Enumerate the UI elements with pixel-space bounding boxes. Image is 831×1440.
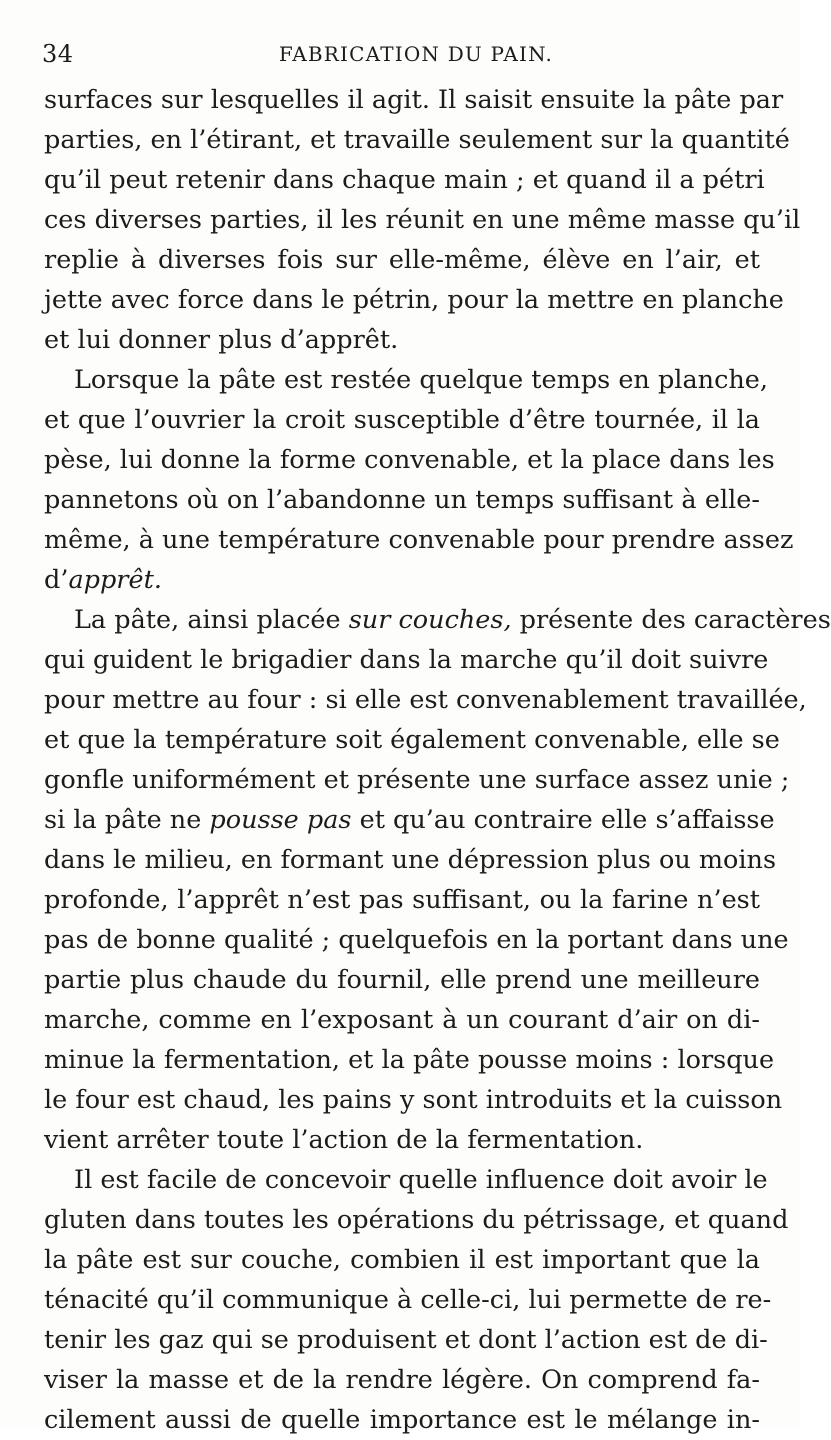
text-fragment: présente des caractères [511, 605, 831, 635]
text-line: gonfle uniformément et présente une surface assez unie ; [44, 765, 790, 795]
running-title: FABRICATION DU PAIN. [278, 42, 554, 66]
text-line: qu’il peut retenir dans chaque main ; et quand il a pétri [44, 165, 765, 195]
text-line: qui guident le brigadier dans la marche qu’il doit suivre [44, 645, 769, 675]
text-line: minue la fermentation, et la pâte pousse moins : lorsque [44, 1045, 775, 1075]
text-line: le four est chaud, les pains y sont introduits et la cuisson [44, 1085, 783, 1115]
italic-term: apprêt. [68, 565, 162, 595]
text-fragment: et qu’au contraire elle s’affaisse [351, 805, 775, 835]
text-line: pas de bonne qualité ; quelquefois en la portant dans une [44, 925, 789, 955]
text-line: dans le milieu, en formant une dépression plus ou moins [44, 845, 777, 875]
italic-term: pousse pas [209, 805, 352, 835]
text-line: et que l’ouvrier la croit susceptible d’être tournée, il la [44, 405, 760, 435]
text-line [44, 800, 775, 840]
text-fragment: d’ [44, 565, 69, 595]
text-fragment: si la pâte ne [44, 805, 210, 835]
text-line: gluten dans toutes les opérations du pétrissage, et quand [44, 1205, 789, 1235]
text-line: jette avec force dans le pétrin, pour la mettre en planche [44, 285, 784, 315]
text-line: profonde, l’apprêt n’est pas suffisant, ou la farine n’est [44, 885, 760, 915]
text-fragment: La pâte, ainsi placée [74, 605, 349, 635]
paragraph-3 [44, 600, 831, 1160]
text-line: partie plus chaude du fournil, elle prend une meilleure [44, 965, 760, 995]
text-line [44, 560, 760, 600]
text-line [44, 600, 831, 640]
text-line: ténacité qu’il communique à celle-ci, lui permette de re- [44, 1285, 772, 1315]
text-line: parties, en l’étirant, et travaille seulement sur la quantité [44, 125, 790, 155]
italic-term: sur couches, [348, 605, 512, 635]
text-line: pèse, lui donne la forme convenable, et la place dans les [44, 445, 775, 475]
text-line: pannetons où on l’abandonne un temps suffisant à elle- [44, 485, 760, 515]
text-line: et que la température soit également convenable, elle se [44, 725, 780, 755]
paragraph-1 [44, 80, 801, 360]
text-line: tenir les gaz qui se produisent et dont l’action est de di- [44, 1325, 768, 1355]
page-number: 34 [42, 40, 74, 68]
text-line: viser la masse et de la rendre légère. On comprend fa- [44, 1365, 760, 1395]
body-text [44, 80, 831, 1440]
text-line: vient arrêter toute l’action de la fermentation. [44, 1125, 644, 1155]
text-line: Il est facile de concevoir quelle influence doit avoir le [74, 1165, 768, 1195]
running-head [42, 36, 760, 76]
text-line: surfaces sur lesquelles il agit. Il saisit ensuite la pâte par [44, 85, 784, 115]
text-line: replie à diverses fois sur elle-même, élève en l’air, et [44, 245, 760, 275]
text-line: cilement aussi de quelle importance est le mélange in- [44, 1405, 760, 1435]
text-line: marche, comme en l’exposant à un courant d’air on di- [44, 1005, 760, 1035]
paragraph-4 [44, 1160, 789, 1440]
text-line: ces diverses parties, il les réunit en une même masse qu’il [44, 205, 801, 235]
paragraph-2 [44, 360, 794, 600]
text-line: la pâte est sur couche, combien il est important que la [44, 1245, 760, 1275]
text-line: Lorsque la pâte est restée quelque temps en planche, [74, 365, 768, 395]
text-line: et lui donner plus d’apprêt. [44, 325, 399, 355]
text-line: même, à une température convenable pour prendre assez [44, 525, 794, 555]
text-line: pour mettre au four : si elle est convenablement travaillée, [44, 685, 807, 715]
